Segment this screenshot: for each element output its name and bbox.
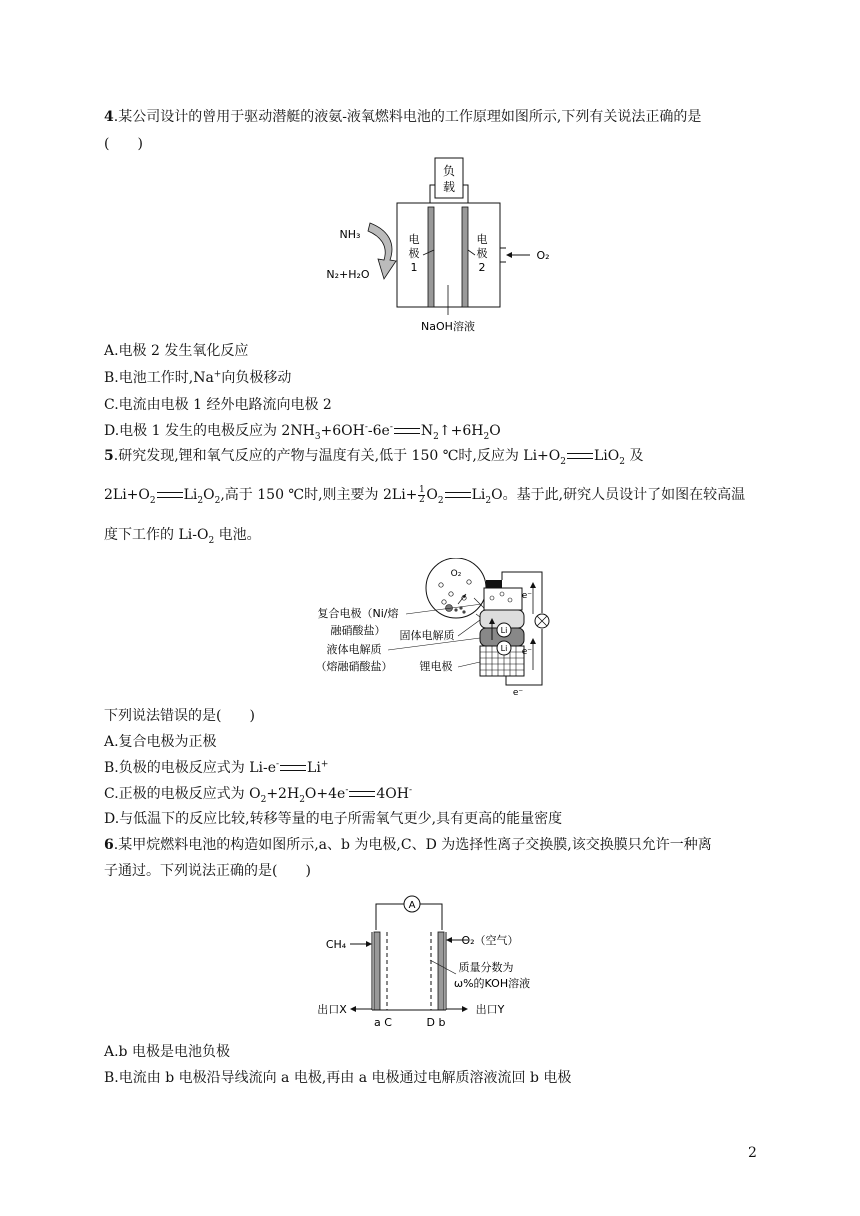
composite-electrode-label-2: 融硝酸盐） <box>330 624 386 637</box>
electron-arrow-up-1-icon <box>530 582 536 588</box>
naoh-label: NaOH溶液 <box>421 320 475 333</box>
composite-electrode-layer <box>484 588 522 610</box>
page-number: 2 <box>748 1145 757 1161</box>
electron-label-2: e⁻ <box>521 647 532 657</box>
electrode-2-plate <box>462 207 468 307</box>
q5-option-d: D.与低温下的反应比较,转移等量的电子所需氧气更少,具有更高的能量密度 <box>104 811 563 827</box>
o2-arrow-icon <box>446 937 452 943</box>
electrode-2-label-1: 电 <box>476 233 488 246</box>
flow-arrow-icon <box>368 223 396 279</box>
q4-option-b: B.电池工作时,Na+向负极移动 <box>104 369 292 386</box>
outlet-x-label: 出口X <box>317 1003 347 1016</box>
q5-question: 下列说法错误的是( ) <box>104 708 255 724</box>
li-electrode-label: 锂电极 <box>419 660 453 673</box>
o2-label: O₂ <box>536 249 550 262</box>
q5-option-b: B.负极的电极反应式为 Li-e- Li+ <box>104 759 329 776</box>
mass-fraction-label-1: 质量分数为 <box>458 961 514 974</box>
composite-electrode-label-1: 复合电极（Ni/熔 <box>317 607 399 620</box>
mass-fraction-label-2: ω%的KOH溶液 <box>453 977 531 990</box>
electrode-2-label-3: 2 <box>478 261 486 274</box>
q6-methane-fuel-cell-diagram <box>310 892 550 1032</box>
q4-option-a: A.电极 2 发生氧化反应 <box>104 343 249 359</box>
q6-stem-line1: 6.某甲烷燃料电池的构造如图所示,a、b 为电极,C、D 为选择性离子交换膜,该交换膜只允许一种离 <box>104 837 712 853</box>
ammeter-label: A <box>408 900 416 911</box>
q4-option-c: C.电流由电极 1 经外电路流向电极 2 <box>104 397 332 413</box>
load-label-2: 载 <box>442 180 456 194</box>
ch4-arrow-icon <box>366 941 372 947</box>
current-collector <box>486 580 502 588</box>
q5-li-o2-battery-diagram <box>306 558 566 698</box>
q4-option-d: D.电极 1 发生的电极反应为 $2NH_3+6OH^--6e^-$ $N_2↑+6H_2O$ <box>104 422 501 442</box>
load-label-1: 负 <box>442 164 456 178</box>
label-a-c: a C <box>374 1016 392 1029</box>
label-d-b: D b <box>426 1016 446 1029</box>
li-ion-1-label: Li <box>500 626 508 635</box>
electron-label-3: e⁻ <box>512 688 524 698</box>
ch4-label: CH₄ <box>325 938 347 951</box>
electrode-1-label-1: 电 <box>408 233 420 246</box>
n2-h2o-label: N₂+H₂O <box>326 268 370 281</box>
electrode-1-plate <box>428 207 434 307</box>
q5-option-a: A.复合电极为正极 <box>104 734 217 750</box>
electrode-2-label-2: 极 <box>476 247 488 260</box>
q4-stem-line2: ( ) <box>104 136 143 152</box>
outlet-y-arrow-icon <box>462 1006 468 1012</box>
liquid-electrolyte-label-1: 液体电解质 <box>326 643 382 656</box>
electrode-1-label-2: 极 <box>408 247 420 260</box>
nh3-label: NH₃ <box>339 228 361 241</box>
o2-label: O₂ <box>450 569 462 579</box>
o2-air-label: O₂（空气） <box>461 934 519 947</box>
electron-arrow-up-2-icon <box>530 638 536 644</box>
outlet-x-arrow-icon <box>350 1006 356 1012</box>
q5-option-c: C.正极的电极反应式为 $O_2+2H_2O+4e^-$ 4OH- <box>104 785 413 805</box>
outlet-y-label: 出口Y <box>475 1003 505 1016</box>
q6-stem-line2: 子通过。下列说法正确的是( ) <box>104 863 311 879</box>
q6-option-a: A.b 电极是电池负极 <box>104 1044 230 1060</box>
q6-option-b: B.电流由 b 电极沿导线流向 a 电极,再由 a 电极通过电解质溶液流回 b 电极 <box>104 1070 572 1086</box>
electrode-b <box>438 932 444 1010</box>
q5-stem-line3: 度下工作的 $Li-O_2$ 电池。 <box>104 527 261 546</box>
q5-stem-line2: $2Li+O_2$ $Li_2O_2$,高于 150 ℃时,则主要为 2Li+ $\frac{1}{2}$ $O_2$ $Li_2O$。基于此,研究人员设计了如图在较高温 <box>104 484 746 506</box>
electrode-a <box>374 932 380 1010</box>
electrode-1-label-3: 1 <box>410 261 418 274</box>
q4-fuel-cell-diagram <box>310 155 560 340</box>
electron-label-1: e⁻ <box>521 591 532 601</box>
solid-electrolyte-label: 固体电解质 <box>399 629 455 642</box>
liquid-electrolyte-label-2: （熔融硝酸盐） <box>315 660 393 673</box>
q4-stem-line1: 4.某公司设计的曾用于驱动潜艇的液氨-液氧燃料电池的工作原理如图所示,下列有关说法正确的是 <box>104 109 702 125</box>
o2-arrow-icon <box>506 252 512 258</box>
q5-stem-line1: 5.研究发现,锂和氧气反应的产物与温度有关,低于 150 ℃时,反应为 $Li+O_2$ LiO$_2$ 及 <box>104 448 644 467</box>
li-ion-2-label: Li <box>500 644 508 653</box>
